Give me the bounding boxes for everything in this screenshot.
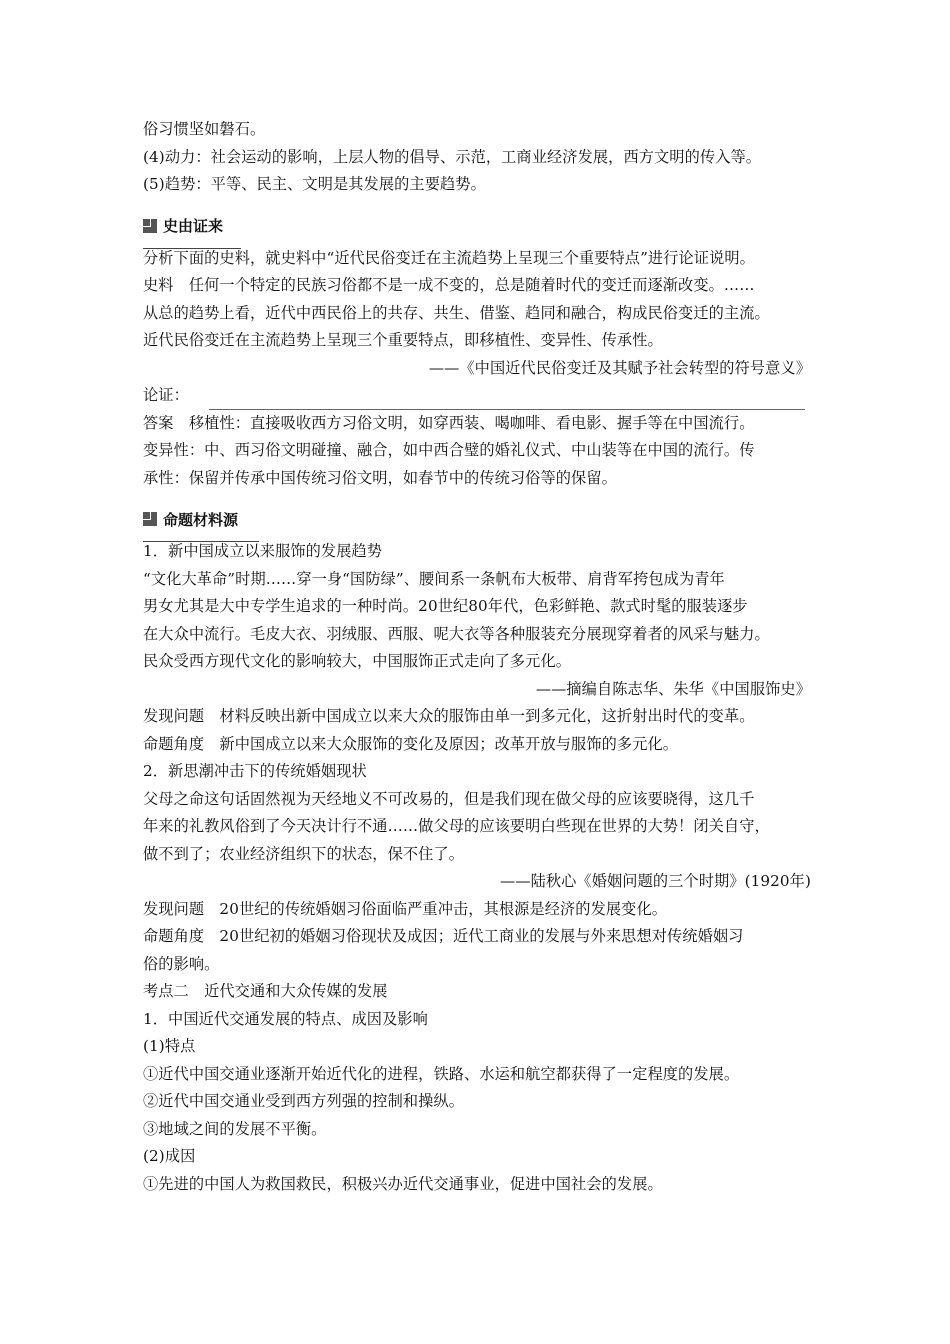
item1-line-3: 在大众中流行。毛皮大衣、羽绒服、西服、呢大衣等各种服装充分展现穿着者的风采与魅力。 xyxy=(143,624,770,643)
heading-block-icon xyxy=(143,219,157,233)
item2-find: 发现问题 20世纪的传统婚姻习俗面临严重冲击，其根源是经济的发展变化。 xyxy=(143,899,668,918)
section-heading-evidence xyxy=(143,213,823,239)
features-label: (1)特点 xyxy=(143,1037,196,1055)
item1-find: 发现问题 材料反映出新中国成立以来大众的服饰由单一到多元化，这折射出时代的变革。 xyxy=(143,707,755,725)
proof-answer-blank[interactable] xyxy=(209,391,805,410)
intro-line-2: (4)动力：社会运动的影响，上层人物的倡导、示范，工商业经济发展，西方文明的传入等。 xyxy=(143,147,762,166)
document-page xyxy=(143,116,823,1198)
answer-line-1: 答案 移植性：直接吸收西方习俗文明，如穿西装、喝咖啡、看电影、握手等在中国流行。 xyxy=(143,413,755,432)
transport-subtitle: 1．中国近代交通发展的特点、成因及影响 xyxy=(143,1009,428,1028)
item2-line-2: 年来的礼教风俗到了今天决计行不通……做父母的应该要明白些现在世界的大势！闭关自守， xyxy=(143,817,770,835)
item1-line-1: “文化大革命”时期……穿一身“国防绿”、腰间系一条帆布大板带、肩背军挎包成为青年 xyxy=(143,569,725,588)
answer-line-2: 变异性：中、西习俗文明碰撞、融合，如中西合璧的婚礼仪式、中山装等在中国的流行。传 xyxy=(143,441,755,459)
section1-line-1: 分析下面的史料，就史料中“近代民俗变迁在主流趋势上呈现三个重要特点”进行论证说明。 xyxy=(143,248,755,267)
item2-angle-2: 俗的影响。 xyxy=(143,954,220,973)
heading-underline xyxy=(143,541,259,542)
section1-source: ——《中国近代民俗变迁及其赋予社会转型的符号意义》 xyxy=(428,358,811,377)
heading-underline xyxy=(143,248,241,249)
section1-line-2: 史料 任何一个特定的民族习俗都不是一成不变的，总是随着时代的变迁而逐渐改变。…… xyxy=(143,276,755,294)
item1-title: 1．新中国成立以来服饰的发展趋势 xyxy=(143,542,383,560)
proof-label: 论证： xyxy=(143,386,189,404)
kaodian-heading: 考点二 近代交通和大众传媒的发展 xyxy=(143,982,388,1000)
cause-item-1: ①先进的中国人为救国救民，积极兴办近代交通事业，促进中国社会的发展。 xyxy=(143,1174,663,1193)
item1-line-4: 民众受西方现代文化的影响较大，中国服饰正式走向了多元化。 xyxy=(143,652,572,670)
item2-angle-1: 命题角度 20世纪初的婚姻习俗现状及成因；近代工商业的发展与外来思想对传统婚姻习 xyxy=(143,927,744,945)
feature-item-2: ②近代中国交通业受到西方列强的控制和操纵。 xyxy=(143,1092,465,1110)
item1-line-2: 男女尤其是大中专学生追求的一种时尚。20世纪80年代，色彩鲜艳、款式时髦的服装逐步 xyxy=(143,597,748,615)
feature-item-3: ③地域之间的发展不平衡。 xyxy=(143,1119,327,1138)
section-title: 史由证来 xyxy=(163,217,224,235)
section-heading-material xyxy=(143,506,823,532)
item2-source: ——陆秋心《婚姻问题的三个时期》(1920年) xyxy=(500,872,811,890)
item2-title: 2．新思潮冲击下的传统婚姻现状 xyxy=(143,762,367,780)
intro-line-1: 俗习惯坚如磐石。 xyxy=(143,120,266,138)
item2-line-1: 父母之命这句话固然视为天经地义不可改易的，但是我们现在做父母的应该要晓得，这几千 xyxy=(143,789,755,808)
section1-line-4: 近代民俗变迁在主流趋势上呈现三个重要特点，即移植性、变异性、传承性。 xyxy=(143,331,663,349)
item2-line-3: 做不到了；农业经济组织下的状态，保不住了。 xyxy=(143,844,465,863)
section-title: 命题材料源 xyxy=(163,510,239,529)
item1-angle: 命题角度 新中国成立以来大众服饰的变化及原因；改革开放与服饰的多元化。 xyxy=(143,734,679,753)
heading-block-icon xyxy=(143,512,157,526)
feature-item-1: ①近代中国交通业逐渐开始近代化的进程，铁路、水运和航空都获得了一定程度的发展。 xyxy=(143,1064,740,1083)
section1-line-3: 从总的趋势上看，近代中西民俗上的共存、共生、借鉴、趋同和融合，构成民俗变迁的主流。 xyxy=(143,303,770,322)
answer-line-3: 承性：保留并传承中国传统习俗文明，如春节中的传统习俗等的保留。 xyxy=(143,468,617,487)
proof-row xyxy=(143,382,823,410)
causes-label: (2)成因 xyxy=(143,1147,196,1165)
item1-source: ——摘编自陈志华、朱华《中国服饰史》 xyxy=(535,679,811,698)
intro-line-3: (5)趋势：平等、民主、文明是其发展的主要趋势。 xyxy=(143,175,486,193)
